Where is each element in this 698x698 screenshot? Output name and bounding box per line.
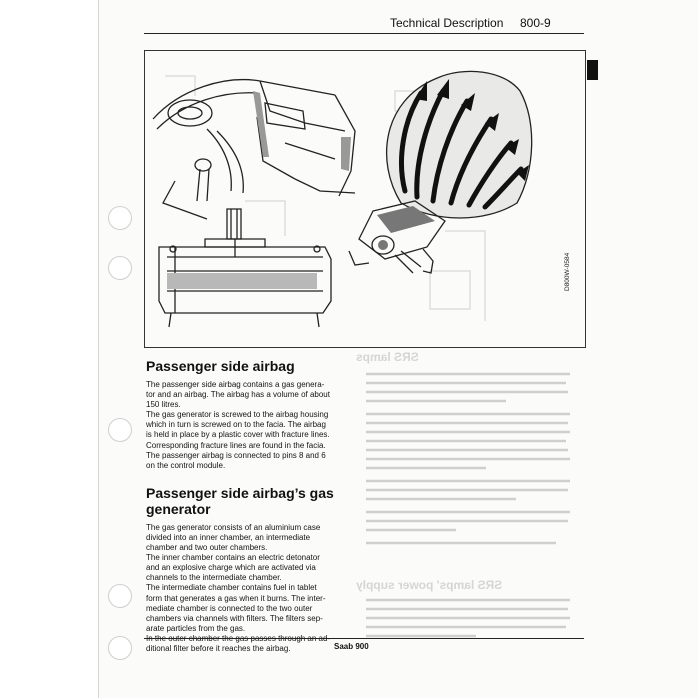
body-line: arate particles from the gas.	[146, 623, 246, 633]
airbag-drawing	[145, 51, 585, 347]
housing-shading	[167, 273, 317, 289]
body-line: chamber and two outer chambers.	[146, 543, 268, 553]
section-tab-mark	[587, 60, 598, 80]
left-column	[146, 358, 344, 654]
body-line: mediate chamber is connected to the two outer	[146, 603, 313, 613]
binder-hole-2	[108, 256, 132, 280]
header-title: Technical Description	[390, 16, 504, 30]
body-line: form that generates a gas when it burns. The inter-	[146, 593, 326, 603]
body-line: divided into an inner chamber, an intermediate	[146, 532, 311, 542]
bleed-text-lines-2	[356, 592, 578, 642]
figure-code: D800W-0584	[564, 252, 571, 291]
heading-passenger-airbag: Passenger side airbag	[146, 358, 295, 374]
footer-rule	[144, 638, 584, 639]
binder-hole-5	[108, 636, 132, 660]
bleed-lines-2	[366, 600, 570, 636]
bleed-through-text	[356, 364, 578, 550]
body-line: The intermediate chamber contains fuel in tablet	[146, 583, 317, 593]
body-line: Corresponding fracture lines are found in the facia.	[146, 440, 326, 450]
bleed-heading-power-supply: SRS lamps' power supply	[356, 578, 503, 592]
footer-model: Saab 900	[334, 642, 369, 651]
bleed-heading-srs-lamps: SRS lamps	[356, 350, 419, 364]
body-line: The passenger side airbag contains a gas genera-	[146, 380, 325, 389]
body-line: chambers via channels with filters. The filters sep-	[146, 613, 323, 623]
body-line: which in turn is screwed on to the facia. The airbag	[146, 420, 326, 430]
body-line: The inner chamber contains an electric detonator	[146, 553, 320, 563]
body-line: 150 litres.	[146, 400, 181, 410]
body-line: and an explosive charge which are activated via	[146, 563, 316, 573]
body-line: channels to the intermediate chamber.	[146, 573, 282, 583]
bleed-lines	[366, 374, 570, 543]
bleed-through-column	[356, 350, 578, 647]
body-line: on the control module.	[146, 460, 226, 470]
bleed-text-lines	[356, 364, 578, 550]
body-line: ditional filter before it reaches the airbag.	[146, 643, 291, 653]
body-line: The passenger airbag is connected to pins 8 and 6	[146, 450, 326, 460]
airbag-module-drawing	[159, 209, 331, 327]
body-line: tor and an airbag. The airbag has a volume of about	[146, 390, 330, 400]
binder-hole-1	[108, 206, 132, 230]
header-rule	[144, 33, 584, 34]
binder-hole-3	[108, 418, 132, 442]
heading-gas-generator: Passenger side airbag’s gas	[146, 484, 334, 501]
heading-gas-generator-cont: generator	[146, 500, 211, 517]
body-line: is held in place by a plastic cover with fracture lines.	[146, 430, 330, 440]
airbag-illustration	[144, 50, 586, 348]
body-line: The gas generator consists of an aluminium case	[146, 522, 321, 532]
body-line: The gas generator is screwed to the airbag housing	[146, 410, 329, 420]
binder-hole-4	[108, 584, 132, 608]
dashboard-drawing	[153, 80, 355, 219]
page-number: 800-9	[520, 16, 551, 30]
